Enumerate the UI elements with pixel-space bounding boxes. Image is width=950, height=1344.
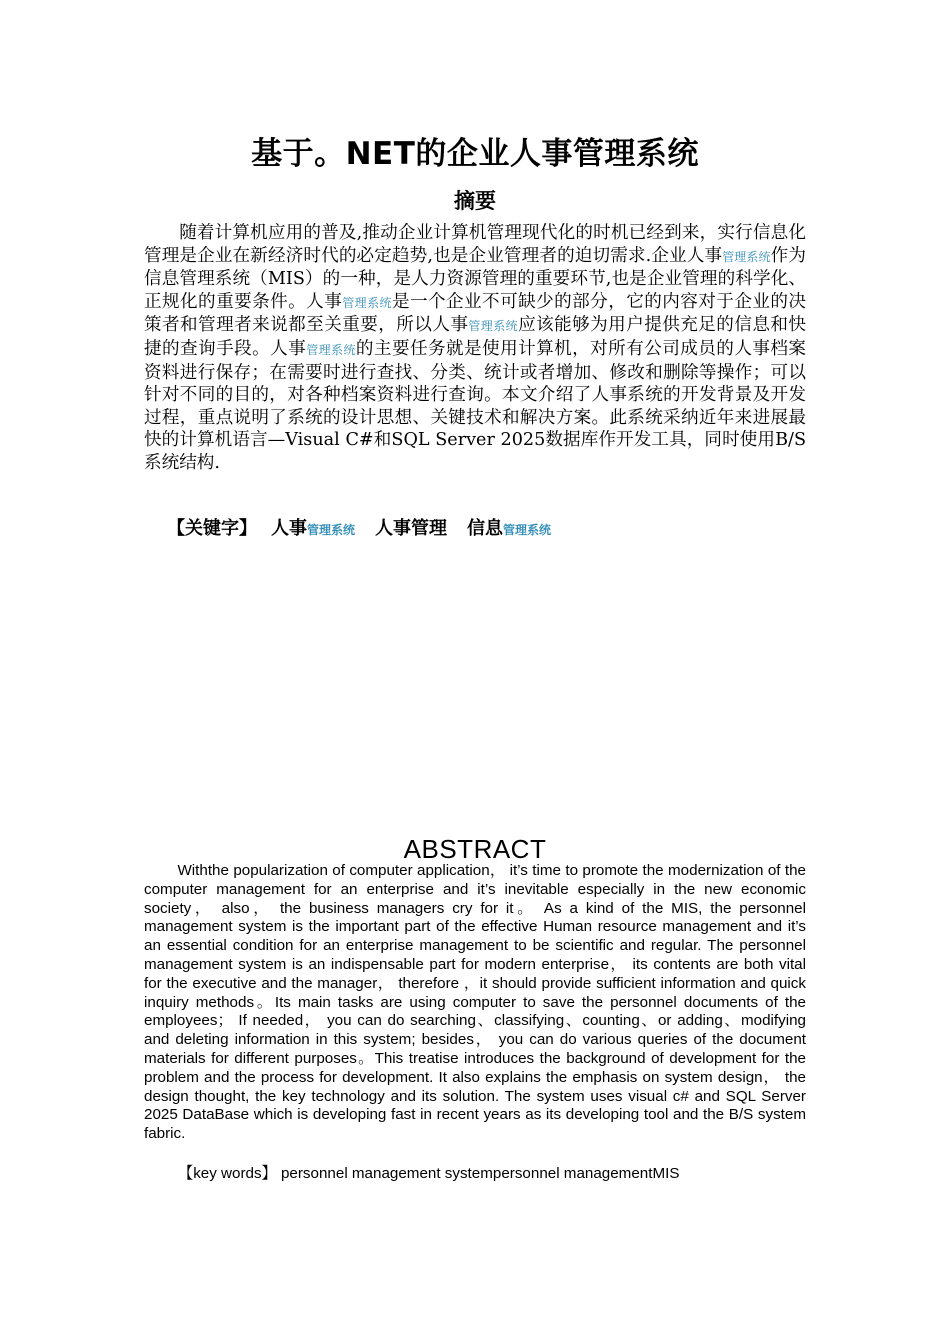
- cn-keyword-3: 信息: [467, 518, 504, 539]
- cn-keyword-2: 人事管理: [375, 518, 448, 539]
- en-abstract-heading: ABSTRACT: [403, 834, 547, 864]
- cn-keyword-3-link[interactable]: 管理系统: [503, 523, 552, 537]
- cn-keywords-label: 【关键字】: [167, 518, 257, 539]
- cn-abstract-text: 应该能够为用户提供充足的信息和快捷的查询手段。人事: [144, 315, 806, 359]
- en-keywords-label: 【key words】: [178, 1165, 277, 1182]
- cn-keyword-1-link[interactable]: 管理系统: [307, 523, 356, 537]
- cn-abstract-link[interactable]: 管理系统: [722, 249, 771, 264]
- cn-abstract-link[interactable]: 管理系统: [306, 342, 356, 357]
- en-keywords-text: personnel management systempersonnel managementMIS: [280, 1165, 680, 1182]
- cn-abstract-text: 是一个企业不可缺少的部分，它的内容对于企业的决策者和管理者来说都至关重要，所以人事: [144, 291, 806, 336]
- cn-abstract-heading: 摘要: [454, 189, 496, 213]
- cn-abstract-body: [144, 222, 806, 475]
- cn-abstract-text: 随着计算机应用的普及,推动企业计算机管理现代化的时机已经到来，实行信息化管理是企业在新经济时代的必定趋势,也是企业管理者的迫切需求.企业人事: [144, 223, 806, 266]
- cn-abstract-link[interactable]: 管理系统: [342, 295, 392, 310]
- cn-keyword-1: 人事: [271, 518, 307, 539]
- en-keywords: [178, 1162, 808, 1183]
- cn-abstract-text: 的主要任务就是使用计算机，对所有公司成员的人事档案资料进行保存；在需要时进行查找、分类、统计或者增加、修改和删除等操作；可以针对不同的目的，对各种档案资料进行查询。本文介绍了人事系统的开发背景及开发过程，重点说明了系统的设计思想、关键技术和解决方案。此系统采纳近年来进展最快的计算机语言—Visual C#和SQL Server 2025数据库作开发工具，同时使用B/S系统结构.: [144, 338, 806, 473]
- cn-abstract-link[interactable]: 管理系统: [468, 319, 519, 334]
- en-abstract-body: Withthe popularization of computer application， it’s time to promote the modernization of the computer management for an enterprise and it’s inevitable especially in the new economic society， also， the business managers cry for it。 As a kind of the MIS, the personnel management system is the important part of the effective Human resource management and it’s an essential condition for an enterprise management to be scientific and regular. The personnel management system is an indispensable part for modern enterprise， its contents are both vital for the executive and the manager， therefore ，it should provide sufficient information and quick inquiry methods。Its main tasks are using computer to save the personnel documents of the employees； If needed， you can do searching、classifying、counting、or adding、modifying and deleting information in this system; besides， you can do various queries of the document materials for different purposes。This treatise introduces the background of development for the problem and the process for development. It also explains the emphasis on system design， the design thought, the key technology and its solution. The system uses visual c# and SQL Server 2025 DataBase which is developing fast in recent years as its developing tool and the B/S system fabric.: [144, 862, 806, 1143]
- document-title: 基于。NET的企业人事管理系统: [251, 136, 699, 172]
- cn-abstract-text: 作为信息管理系统（MIS）的一种，是人力资源管理的重要环节,也是企业管理的科学化、正规化的重要条件。人事: [144, 245, 806, 312]
- cn-keywords: [167, 514, 807, 540]
